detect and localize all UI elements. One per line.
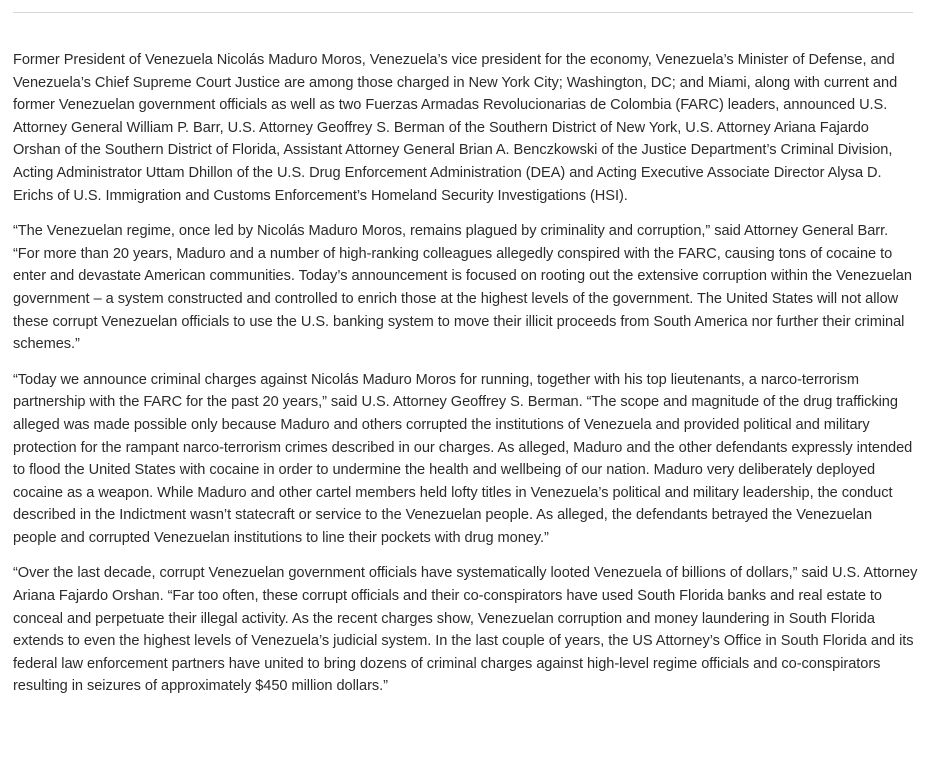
paragraph-announcement: Former President of Venezuela Nicolás Maduro Moros, Venezuela’s vice president for the economy, Venezuela’s Minister of Defense, and Venezuela’s Chief Supreme Court Justice are among those charged in New York City; Washington, DC; and Miami, along with current and former Venezuelan government officials as well as two Fuerzas Armadas Revolucionarias de Colombia (FARC) leaders, announced U.S. Attorney General William P. Barr, U.S. Attorney Geoffrey S. Berman of the Southern District of New York, U.S. Attorney Ariana Fajardo Orshan of the Southern District of Florida, Assistant Attorney General Brian A. Benczkowski of the Justice Department’s Criminal Division, Acting Administrator Uttam Dhillon of the U.S. Drug Enforcement Administration (DEA) and Acting Executive Associate Director Alysa D. Erichs of U.S. Immigration and Customs Enforcement’s Homeland Security Investigations (HSI). [13, 52, 898, 204]
top-divider [13, 12, 913, 13]
paragraph-orshan-quote: “Over the last decade, corrupt Venezuelan government officials have systematically looted Venezuela of billions of dollars,” said U.S. Attorney Ariana Fajardo Orshan. “Far too often, these corrupt officials and their co-conspirators have used South Florida banks and real estate to conceal and perpetuate their illegal activity. As the recent charges show, Venezuelan corruption and money laundering in South Florida extends to even the highest levels of Venezuela’s judicial system. In the last couple of years, the US Attorney’s Office in South Florida and its federal law enforcement partners have united to bring dozens of criminal charges against high-level regime officials and co-conspirators resulting in seizures of approximately $450 million dollars.” [13, 565, 918, 695]
article-body [13, 49, 918, 711]
paragraph-barr-quote: “The Venezuelan regime, once led by Nicolás Maduro Moros, remains plagued by criminality and corruption,” said Attorney General Barr. “For more than 20 years, Maduro and a number of high-ranking colleagues allegedly conspired with the FARC, causing tons of cocaine to enter and devastate American communities. Today’s announcement is focused on rooting out the extensive corruption within the Venezuelan government – a system constructed and controlled to enrich those at the highest levels of the government. The United States will not allow these corrupt Venezuelan officials to use the U.S. banking system to move their illicit proceeds from South America nor further their criminal schemes.” [13, 223, 912, 353]
paragraph-berman-quote: “Today we announce criminal charges against Nicolás Maduro Moros for running, together with his top lieutenants, a narco-terrorism partnership with the FARC for the past 20 years,” said U.S. Attorney Geoffrey S. Berman. “The scope and magnitude of the drug trafficking alleged was made possible only because Maduro and others corrupted the institutions of Venezuela and provided political and military protection for the rampant narco-terrorism crimes described in our charges. As alleged, Maduro and the other defendants expressly intended to flood the United States with cocaine in order to undermine the health and wellbeing of our nation. Maduro very deliberately deployed cocaine as a weapon. While Maduro and other cartel members held lofty titles in Venezuela’s political and military leadership, the conduct described in the Indictment wasn’t statecraft or service to the Venezuelan people. As alleged, the defendants betrayed the Venezuelan people and corrupted Venezuelan institutions to line their pockets with drug money.” [13, 371, 913, 546]
